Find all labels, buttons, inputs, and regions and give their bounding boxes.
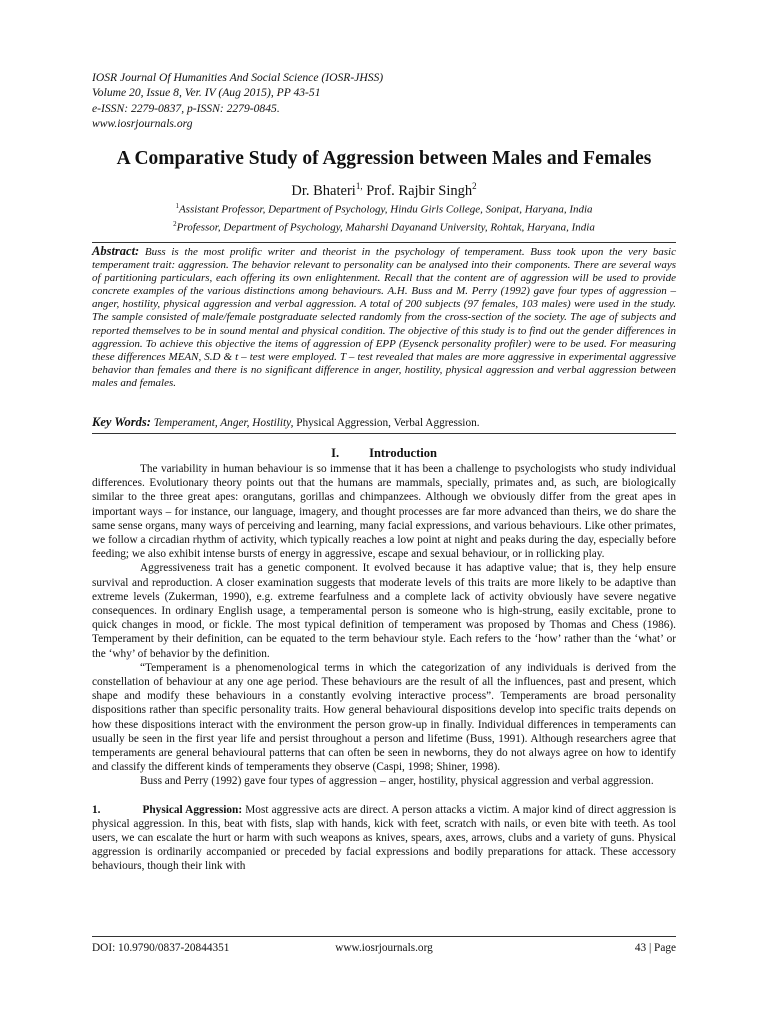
abstract [92, 245, 676, 390]
author-line [92, 181, 676, 200]
subsection-title: Physical Aggression: [142, 803, 243, 816]
affiliation-2-text: Professor, Department of Psychology, Maharshi Dayanand University, Rohtak, Haryana, India [176, 221, 595, 234]
paragraph-1: The variability in human behaviour is so immense that it has been a challenge to psychologists who study individual differences. Evolutionary theory points out that the humans are mammals, specially, primates and, as such, are biologically similar to the three great apes: orangutans, gorillas and chimpanzees. Although we obviously differ from the great apes in important ways – for instance, our language, imagery, and thought processes are far more advanced than theirs, we do share the same sense organs, many ways of perceiving and learning, many facial expressions, and various behaviours. Like other primates, we follow a circadian rhythm of activity, which typically reaches a low point at night and peaks during the day, especially before feeding; we also exhibit intense bursts of energy in aggressive, escape and sexual behaviour, or in rollicking play. [92, 463, 676, 561]
keywords-label: Key Words: [92, 415, 151, 429]
paper-page [92, 0, 676, 1024]
author-1: Dr. Bhateri [291, 182, 356, 199]
author-2: Prof. Rajbir Singh [362, 182, 473, 199]
abstract-bottom-rule [92, 433, 676, 434]
subsection-text: Most aggressive acts are direct. A person attacks a victim. A major kind of direct aggression is physical aggression. In this, beat with fists, slap with hands, kick with feet, scratch with nails, or even bite with teeth. As tool users, we can escalate the hurt or harm with such weapons as knives, spears, axes, arrows, clubs and a variety of guns. Physical aggression is ordinarily accompanied or preceded by facial expressions and bodily preparations for attack. These accessory behaviours, though their link with [92, 803, 676, 873]
subsection-number: 1. [92, 803, 101, 816]
footer-site[interactable]: www.iosrjournals.org [335, 942, 433, 954]
footer-page-number: 43 | Page [634, 942, 676, 954]
abstract-top-rule [92, 242, 676, 243]
paragraph-3: “Temperament is a phenomenological terms in which the categorization of any individuals is derived from the constellation of behaviour at any one age period. These behaviours are the result of all the influences, past and present, which shape and modify these behaviours in a constantly evolving interactive process”. Temperaments are broad personality dispositions rather than specific personality traits. How general behavioural dispositions develop into specific traits depends on how these dispositions interact with the environment the person grow-up in finally. Individual differences in temperaments can usually be seen in the first year life and persist throughout a person and lifetime (Buss, 1991). Although researchers agree that temperaments are general behavioural patterns that can often be seen in newborns, they do not always agree on how to identify and classify the different kinds of temperaments they observe (Caspi, 1998; Shiner, 1998). [92, 661, 676, 774]
section-number: I. [331, 446, 340, 460]
footer-doi: DOI: 10.9790/0837-20844351 [92, 942, 230, 954]
journal-header [92, 70, 383, 132]
author-1-sup: 1, [355, 181, 363, 191]
affiliation-2-sup: 2 [173, 220, 177, 229]
affiliation-1-sup: 1 [175, 202, 179, 210]
section-heading [92, 446, 676, 461]
keywords-plain: Physical Aggression, Verbal Aggression. [293, 417, 480, 429]
paragraph-physical-aggression [92, 803, 676, 874]
keywords [92, 415, 676, 430]
abstract-text: Buss is the most prolific writer and theorist in the psychology of temperament. Buss took upon the very basic temperament trait: aggression. The behavior relevant to personality can be analysed into their components. There are several ways of partitioning particulars, each offering its own enlightenment. Recall that the content are of aggression will be used to provide concrete examples of the various distinctions among behaviours. A.H. Buss and M. Perry (1992) gave four types of aggression – anger, hostility, physical aggression and verbal aggression. A total of 200 subjects (97 females, 103 males) were used in the study. The sample consisted of male/female postgraduate selected randomly from the cross-section of the society. The age of subjects and reported themselves to be in sound mental and physical condition. The objective of this study is to find out the gender differences in aggression. To achieve this objective the items of aggression of EPP (Eysenck personality profiler) were to be used. For measuring these differences MEAN, S.D & t – test were employed. T – test revealed that males are more aggressive in experimental aggressive behavior than females and there is no significant difference in anger, hostility, physical aggression and verbal aggression between males and females. [92, 246, 676, 389]
abstract-label: Abstract: [92, 244, 140, 258]
affiliation-2 [92, 217, 676, 235]
author-2-sup: 2 [472, 181, 477, 191]
journal-volume: Volume 20, Issue 8, Ver. IV (Aug 2015), PP 43-51 [92, 86, 321, 100]
paragraph-2: Aggressiveness trait has a genetic component. It evolved because it has adaptive value; that is, they help ensure survival and reproduction. A closer examination suggests that moderate levels of this traits are more likely to be adaptive than extreme levels (Zukerman, 1990), e.g. extreme fearfulness and a complete lack of activity obviously have severe negative consequences. In ordinary English usage, a temperamental person is someone who is high-strung, easily excitable, prone to quick changes in mood, or fickle. The most typical definition of temperament was proposed by Thomas and Chess (1986). Temperament by their definition, can be equated to the term behaviour style. Each refers to the ‘how’ rather than the ‘what’ or the ‘why’ of behavior by the definition. [92, 562, 676, 660]
keywords-italic: Temperament, Anger, Hostility, [150, 417, 294, 429]
section-title: Introduction [369, 446, 437, 460]
paper-title: A Comparative Study of Aggression between Males and Females [116, 148, 652, 169]
footer-rule [92, 936, 676, 937]
affiliations [92, 199, 676, 235]
affiliation-1 [92, 199, 676, 217]
journal-url[interactable]: www.iosrjournals.org [92, 117, 193, 131]
affiliation-1-text: Assistant Professor, Department of Psychology, Hindu Girls College, Sonipat, Haryana, India [178, 203, 593, 216]
paragraph-4: Buss and Perry (1992) gave four types of aggression – anger, hostility, physical aggression and verbal aggression. [140, 775, 654, 788]
body-text [92, 462, 676, 874]
journal-issn: e-ISSN: 2279-0837, p-ISSN: 2279-0845. [92, 101, 280, 115]
journal-name: IOSR Journal Of Humanities And Social Science (IOSR-JHSS) [92, 71, 384, 84]
